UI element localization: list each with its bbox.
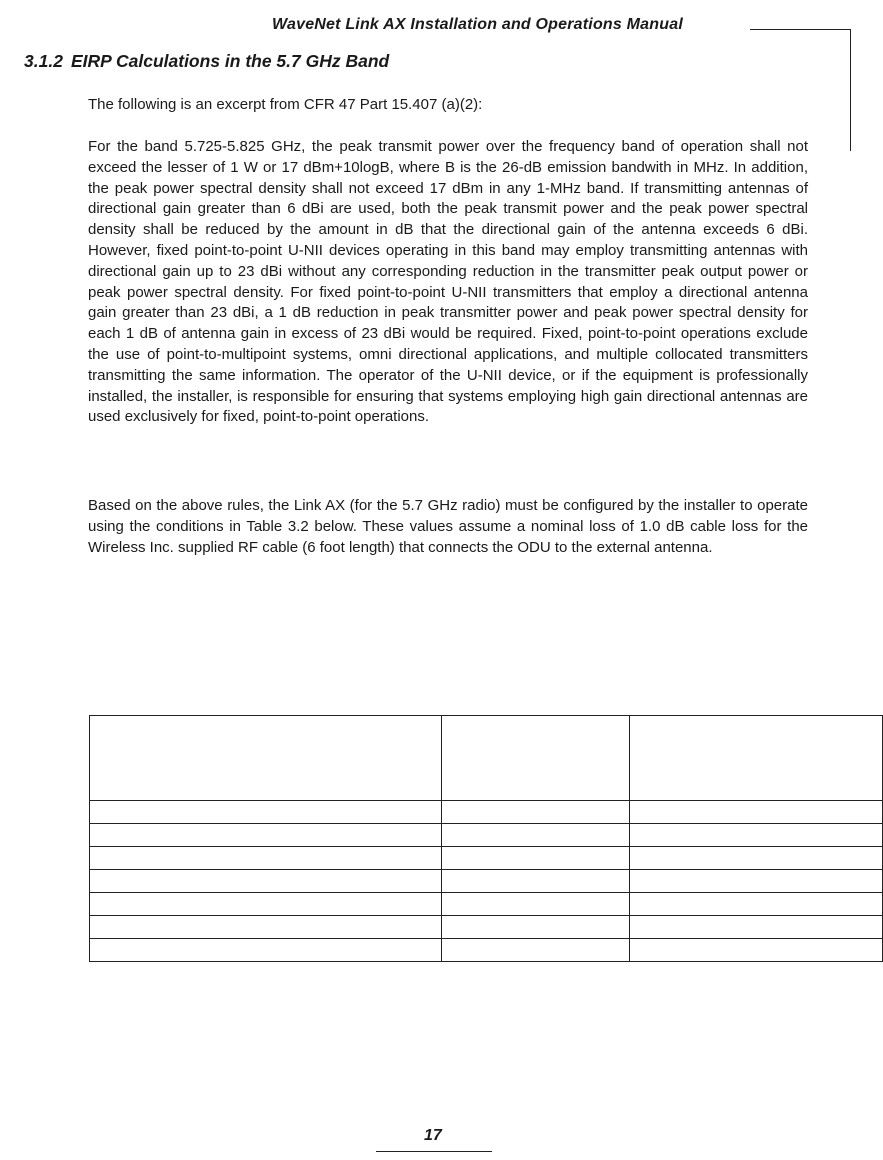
section-number: 3.1.2 (24, 51, 63, 71)
table-row (90, 893, 883, 916)
intro-paragraph: The following is an excerpt from CFR 47 Part 15.407 (a)(2): (88, 96, 483, 113)
table-cell (630, 801, 883, 824)
header-rule (750, 29, 850, 30)
regulation-excerpt-paragraph: For the band 5.725-5.825 GHz, the peak transmit power over the frequency band of operation shall not exceed the lesser of 1 W or 17 dBm+10logB, where B is the 26-dB emission bandwith in MHz. In addition, the peak power spectral density shall not exceed 17 dBm in any 1-MHz band. If transmitting antennas of directional gain greater than 6 dBi are used, both the peak transmit power and the peak power spectral density shall be reduced by the amount in dB that the directional gain of the antenna exceeds 6 dBi. However, fixed point-to-point U-NII devices operating in this band may employ transmitting antennas with directional gain up to 23 dBi without any corresponding reduction in the transmitter peak output power or peak power spectral density. For fixed point-to-point U-NII transmitters that employ a directional antenna gain greater than 23 dBi, a 1 dB reduction in peak transmitter power and peak power spectral density for each 1 dB of antenna gain in excess of 23 dBi would be required. Fixed, point-to-point operations exclude the use of point-to-multipoint systems, omni directional applications, and multiple collocated transmitters transmitting the same information. The operator of the U-NII device, or if the equipment is professionally installed, the installer, is responsible for ensuring that systems employing high gain directional antennas are used exclusively for fixed, point-to-point operations. (88, 138, 808, 426)
header-margin-bar (850, 29, 851, 151)
table-cell (441, 893, 630, 916)
table-cell (90, 870, 442, 893)
table-cell (630, 939, 883, 962)
table-row (90, 939, 883, 962)
table-cell (90, 939, 442, 962)
eirp-table (89, 715, 883, 962)
table-row (90, 916, 883, 939)
table-cell (630, 824, 883, 847)
table-cell (90, 824, 442, 847)
table-header-row (90, 716, 883, 801)
page-number: 17 (424, 1127, 442, 1144)
table-cell (90, 893, 442, 916)
section-heading (24, 51, 389, 72)
table-header-cell (90, 716, 442, 801)
table-row (90, 824, 883, 847)
table-cell (441, 916, 630, 939)
table-cell (90, 801, 442, 824)
configuration-paragraph: Based on the above rules, the Link AX (for the 5.7 GHz radio) must be configured by the installer to operate using the conditions in Table 3.2 below. These values assume a nominal loss of 1.0 dB cable loss for the Wireless Inc. supplied RF cable (6 foot length) that connects the ODU to the external antenna. (88, 497, 808, 556)
table-cell (441, 870, 630, 893)
table-header-cell (441, 716, 630, 801)
table-row (90, 870, 883, 893)
section-title: EIRP Calculations in the 5.7 GHz Band (70, 51, 390, 71)
table-cell (90, 916, 442, 939)
table-cell (630, 847, 883, 870)
table-cell (90, 847, 442, 870)
table-cell (630, 870, 883, 893)
table-cell (441, 801, 630, 824)
table-cell (630, 893, 883, 916)
table-row (90, 801, 883, 824)
table-cell (630, 916, 883, 939)
table-header-cell (630, 716, 883, 801)
page-header-title: WaveNet Link AX Installation and Operations Manual (272, 16, 683, 33)
table-cell (441, 824, 630, 847)
footer-rule (376, 1151, 492, 1152)
table-cell (441, 939, 630, 962)
table-row (90, 847, 883, 870)
table-cell (441, 847, 630, 870)
